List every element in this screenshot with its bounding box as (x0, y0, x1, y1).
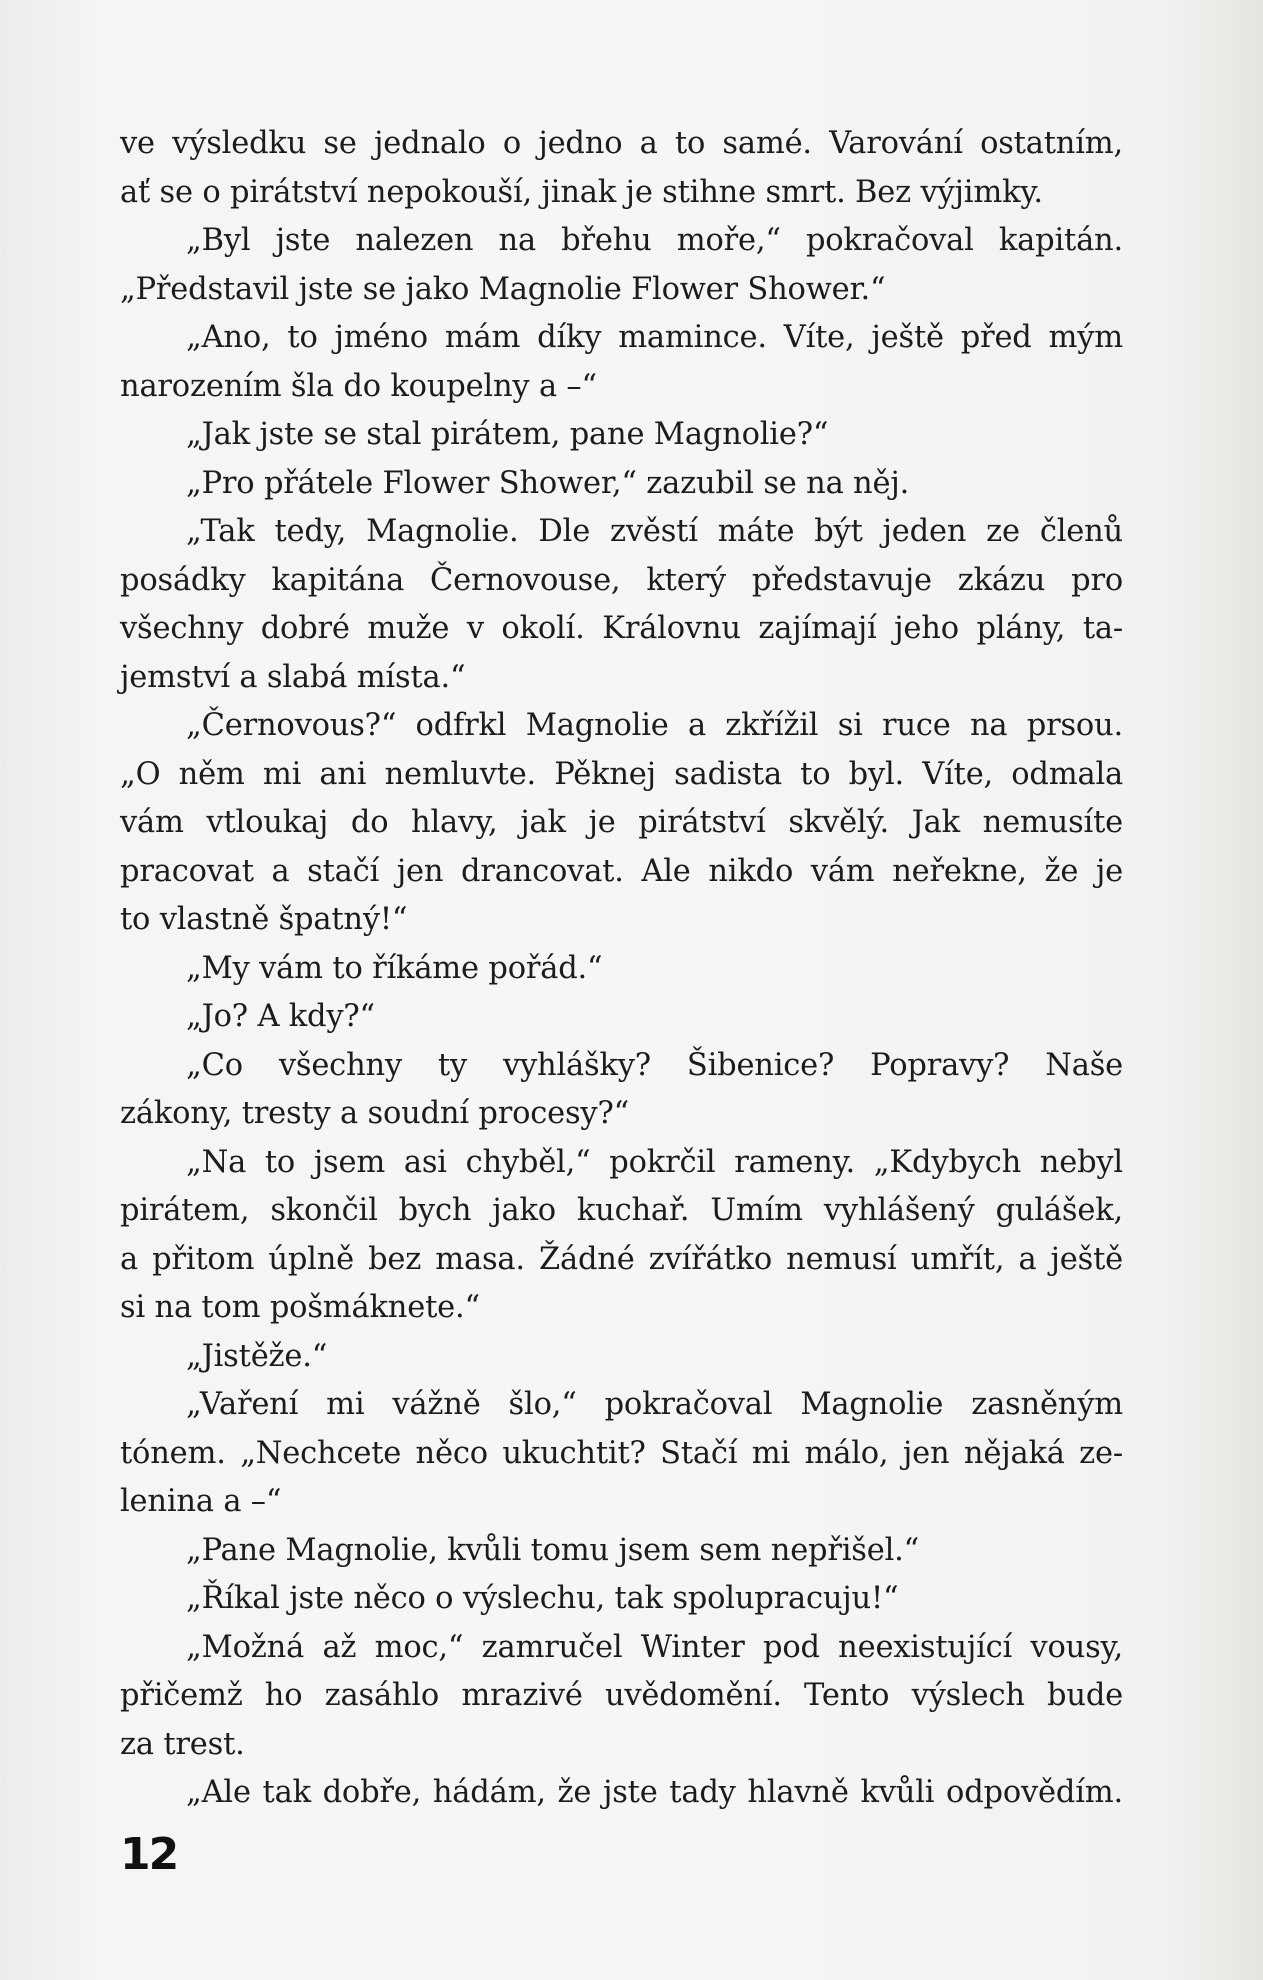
text-line: a přitom úplně bez masa. Žádné zvířátko nemusí umřít, a ještě (120, 1241, 1123, 1277)
text-line: všechny dobré muže v okolí. Královnu zajímají jeho plány, ta- (120, 611, 1123, 646)
text-line: „Byl jste nalezen na břehu moře,“ pokračoval kapitán. (186, 223, 1123, 258)
text-line: „O něm mi ani nemluvte. Pěknej sadista to byl. Víte, odmala (120, 756, 1123, 792)
text-line: „Pane Magnolie, kvůli tomu jsem sem nepřišel.“ (186, 1532, 920, 1568)
body-text (120, 120, 1123, 1818)
text-line: „Představil jste se jako Magnolie Flower Shower.“ (120, 271, 886, 307)
text-line: přičemž ho zasáhlo mrazivé uvědomění. Tento výslech bude (120, 1678, 1123, 1713)
text-line: vám vtloukaj do hlavy, jak je pirátství skvělý. Jak nemusíte (120, 805, 1123, 840)
text-line: pirátem, skončil bych jako kuchař. Umím vyhlášený gulášek, (120, 1193, 1123, 1228)
text-line: „Říkal jste něco o výslechu, tak spolupracuju!“ (186, 1581, 899, 1616)
text-line: „Možná až moc,“ zamručel Winter pod neexistující vousy, (186, 1629, 1123, 1665)
text-line: „Ale tak dobře, hádám, že jste tady hlavně kvůli odpovědím. (186, 1775, 1123, 1810)
text-line: „Tak tedy, Magnolie. Dle zvěstí máte být jeden ze členů (186, 514, 1123, 549)
text-line: „My vám to říkáme pořád.“ (186, 950, 603, 986)
text-line: „Černovous?“ odfrkl Magnolie a zkřížil si ruce na prsou. (186, 708, 1123, 743)
text-line: lenina a –“ (120, 1484, 282, 1519)
text-line: si na tom pošmáknete.“ (120, 1290, 480, 1325)
text-line: „Vaření mi vážně šlo,“ pokračoval Magnolie zasněným (186, 1387, 1123, 1422)
text-line: „Co všechny ty vyhlášky? Šibenice? Popravy? Naše (186, 1047, 1123, 1083)
text-line: „Pro přátele Flower Shower,“ zazubil se na něj. (186, 465, 910, 501)
text-line: posádky kapitána Černovouse, který představuje zkázu pro (120, 562, 1123, 598)
text-line: tónem. „Nechcete něco ukuchtit? Stačí mi málo, jen nějaká ze- (120, 1435, 1123, 1471)
text-line: „Ano, to jméno mám díky mamince. Víte, ještě před mým (186, 320, 1123, 355)
text-line: „Na to jsem asi chyběl,“ pokrčil rameny. „Kdybych nebyl (186, 1144, 1123, 1180)
text-line: ve výsledku se jednalo o jedno a to samé. Varování ostatním, (120, 126, 1123, 161)
text-line: to vlastně špatný!“ (120, 902, 408, 937)
text-line: „Jak jste se stal pirátem, pane Magnolie?“ (186, 417, 829, 452)
text-line: za trest. (120, 1726, 245, 1762)
text-line: „Jo? A kdy?“ (186, 999, 375, 1034)
page-number: 12 (120, 1829, 178, 1880)
text-line: narozením šla do koupelny a –“ (120, 368, 597, 404)
text-line: pracovat a stačí jen drancovat. Ale nikdo vám neřekne, že je (120, 853, 1123, 889)
text-line: ať se o pirátství nepokouší, jinak je stihne smrt. Bez výjimky. (120, 174, 1043, 210)
text-line: „Jistěže.“ (186, 1338, 328, 1374)
text-line: jemství a slabá místa.“ (120, 659, 466, 695)
text-line: zákony, tresty a soudní procesy?“ (120, 1096, 630, 1131)
